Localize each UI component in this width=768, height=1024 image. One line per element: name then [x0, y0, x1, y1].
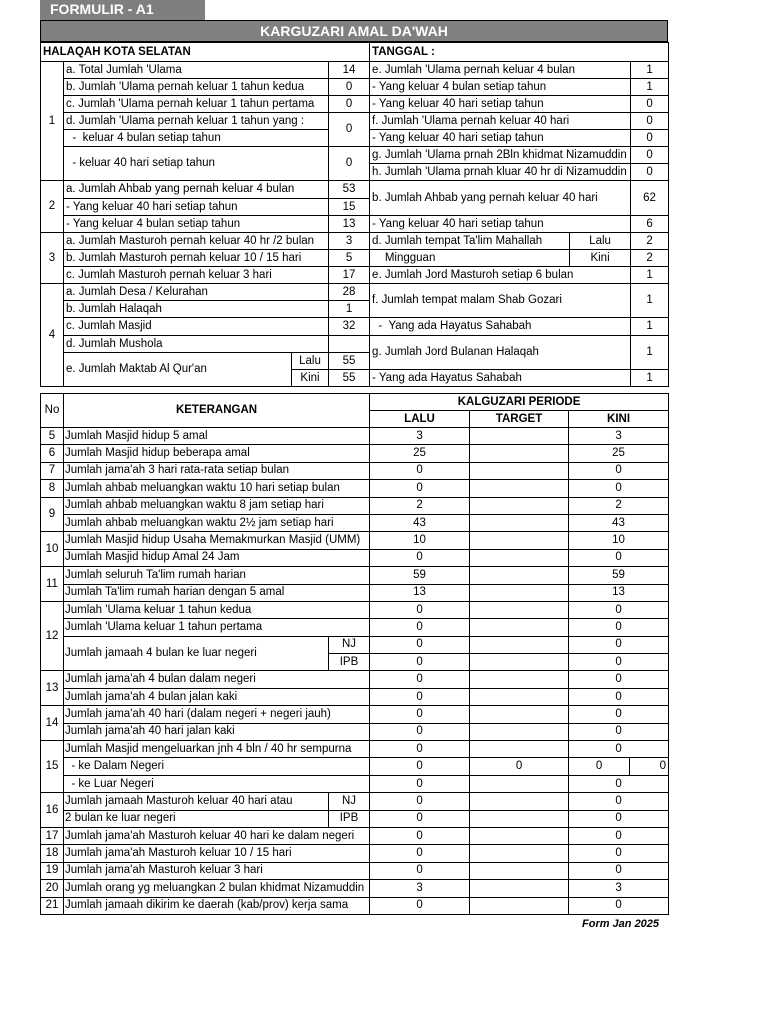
- kini-value: 0: [569, 688, 669, 705]
- target-value: [470, 462, 569, 479]
- row-label: c. Jumlah 'Ulama pernah keluar 1 tahun pertama: [64, 96, 329, 113]
- lalu-value: 0: [370, 793, 470, 810]
- row-no: 10: [41, 532, 64, 567]
- row-label: - Yang keluar 4 bulan setiap tahun: [370, 79, 631, 96]
- row-label: - Yang keluar 40 hari setiap tahun: [370, 216, 631, 233]
- row-keterangan: Jumlah jamaah 4 bulan ke luar negeri: [64, 636, 329, 671]
- row-label: e. Jumlah Maktab Al Qur'an: [64, 353, 292, 387]
- row-value: 0: [631, 147, 669, 164]
- table-row: [41, 758, 669, 775]
- row-label: - Yang keluar 4 bulan setiap tahun: [64, 216, 329, 233]
- table-row: [41, 827, 669, 844]
- row-keterangan: Jumlah orang yg meluangkan 2 bulan khidmat Nizamuddin: [64, 880, 370, 897]
- kini-value: 0: [569, 636, 669, 653]
- row-no: 14: [41, 706, 64, 741]
- row-keterangan: Jumlah jamaah Masturoh keluar 40 hari atau: [64, 793, 329, 810]
- row-value: 2: [631, 250, 669, 267]
- row-value: 53: [329, 181, 370, 199]
- row-keterangan: Jumlah 'Ulama keluar 1 tahun kedua: [64, 601, 370, 618]
- kini-value: 0: [569, 549, 669, 566]
- target-value: [470, 706, 569, 723]
- row-label: - Yang keluar 40 hari setiap tahun: [64, 199, 329, 216]
- target-value: [470, 793, 569, 810]
- target-value: [470, 514, 569, 531]
- row-label: b. Jumlah Halaqah: [64, 301, 329, 318]
- table-row: [41, 688, 669, 705]
- target-value: [470, 428, 569, 445]
- target-value: [470, 567, 569, 584]
- section-no: 2: [41, 181, 64, 233]
- kini-value: 0: [569, 723, 669, 740]
- row-value: 0: [631, 96, 669, 113]
- kini-value: 2: [569, 497, 669, 514]
- row-keterangan: Jumlah jama'ah Masturoh keluar 40 hari ke dalam negeri: [64, 827, 370, 844]
- lalu-value: 0: [370, 619, 470, 636]
- lalu-value: 0: [370, 897, 470, 914]
- row-value: 1: [329, 301, 370, 318]
- row-value: 1: [631, 318, 669, 336]
- row-subtype: NJ: [329, 636, 370, 653]
- target-value: [470, 497, 569, 514]
- table-row: [41, 462, 669, 479]
- tanggal-label: TANGGAL :: [370, 43, 669, 62]
- target-value: [470, 636, 569, 653]
- row-keterangan: Jumlah jama'ah Masturoh keluar 3 hari: [64, 862, 370, 879]
- row-label: g. Jumlah Jord Bulanan Halaqah: [370, 336, 631, 370]
- row-no: 8: [41, 480, 64, 497]
- row-value: 17: [329, 267, 370, 284]
- lalu-value: 0: [370, 480, 470, 497]
- row-label: a. Jumlah Masturoh pernah keluar 40 hr /2 bulan: [64, 233, 329, 250]
- target-value: [470, 775, 569, 792]
- table-row: [41, 897, 669, 914]
- kini-value: 0: [569, 897, 669, 914]
- target-value: [470, 601, 569, 618]
- row-no: 11: [41, 567, 64, 602]
- target-value: [470, 741, 569, 758]
- row-keterangan: 2 bulan ke luar negeri: [64, 810, 329, 827]
- row-no: 18: [41, 845, 64, 862]
- kini-value: 0: [569, 619, 669, 636]
- target-value: [470, 810, 569, 827]
- row-value: 2: [631, 233, 669, 250]
- form-tab: FORMULIR - A1: [40, 0, 205, 20]
- lalu-value: 13: [370, 584, 470, 601]
- row-value: 1: [631, 336, 669, 370]
- row-value: 1: [631, 267, 669, 284]
- target-value: [470, 619, 569, 636]
- row-keterangan: Jumlah Masjid mengeluarkan jnh 4 bln / 40 hr sempurna: [64, 741, 370, 758]
- row-subtype: NJ: [329, 793, 370, 810]
- row-label: c. Jumlah Masjid: [64, 318, 329, 336]
- target-value: [470, 827, 569, 844]
- table-row: [41, 549, 669, 566]
- row-no: 15: [41, 741, 64, 793]
- lalu-value: 2: [370, 497, 470, 514]
- row-label: d. Jumlah 'Ulama pernah keluar 1 tahun yang :: [64, 113, 329, 130]
- table-row: [41, 723, 669, 740]
- row-label: b. Jumlah Masturoh pernah keluar 10 / 15 hari: [64, 250, 329, 267]
- table-row: [41, 810, 669, 827]
- row-keterangan: Jumlah jama'ah 40 hari jalan kaki: [64, 723, 370, 740]
- lalu-value: 0: [370, 723, 470, 740]
- row-keterangan: Jumlah jama'ah 3 hari rata-rata setiap bulan: [64, 462, 370, 479]
- keterangan-header: KETERANGAN: [64, 394, 370, 428]
- kini-label: Kini: [292, 370, 329, 387]
- row-keterangan: Jumlah seluruh Ta'lim rumah harian: [64, 567, 370, 584]
- target-value: [470, 845, 569, 862]
- table-row: [41, 741, 669, 758]
- kini-header: KINI: [569, 411, 669, 428]
- kini-value: 3: [569, 880, 669, 897]
- row-label: g. Jumlah 'Ulama prnah 2Bln khidmat Nizamuddin: [370, 147, 631, 164]
- table-row: [41, 845, 669, 862]
- kini-value: 0: [569, 758, 630, 775]
- table-row: [41, 775, 669, 792]
- kini-value: 0: [569, 741, 669, 758]
- lalu-value: 0: [370, 706, 470, 723]
- row-value: 6: [631, 216, 669, 233]
- row-value: 0: [329, 79, 370, 96]
- lalu-value: 3: [370, 428, 470, 445]
- table-row: [41, 445, 669, 462]
- row-label: f. Jumlah tempat malam Shab Gozari: [370, 284, 631, 318]
- kini-value: 0: [569, 706, 669, 723]
- table-row: [41, 497, 669, 514]
- row-label: - keluar 4 bulan setiap tahun: [64, 130, 329, 147]
- row-value: 0: [329, 147, 370, 181]
- row-value: 15: [329, 199, 370, 216]
- table-row: [41, 671, 669, 688]
- table-row: [41, 793, 669, 810]
- row-value: 13: [329, 216, 370, 233]
- target-value: [470, 445, 569, 462]
- row-keterangan: Jumlah ahbab meluangkan waktu 8 jam setiap hari: [64, 497, 370, 514]
- row-label: f. Jumlah 'Ulama pernah keluar 40 hari: [370, 113, 631, 130]
- row-keterangan: - ke Dalam Negeri: [64, 758, 370, 775]
- lalu-value: 0: [370, 601, 470, 618]
- lalu-value: 0: [370, 671, 470, 688]
- row-subtype: IPB: [329, 654, 370, 671]
- kini-value: 0: [569, 654, 669, 671]
- table-row: [41, 880, 669, 897]
- row-no: 16: [41, 793, 64, 828]
- row-label: e. Jumlah 'Ulama pernah keluar 4 bulan: [370, 62, 631, 79]
- row-keterangan: Jumlah jama'ah 4 bulan dalam negeri: [64, 671, 370, 688]
- kini-value: 3: [569, 428, 669, 445]
- kini-value: 0: [569, 793, 669, 810]
- row-value: 28: [329, 284, 370, 301]
- lalu-value: 0: [370, 810, 470, 827]
- row-keterangan: Jumlah 'Ulama keluar 1 tahun pertama: [64, 619, 370, 636]
- target-value: 0: [470, 758, 569, 775]
- no-header: No: [41, 394, 64, 428]
- row-no: 5: [41, 428, 64, 445]
- row-keterangan: Jumlah jamaah dikirim ke daerah (kab/prov) kerja sama: [64, 897, 370, 914]
- target-value: [470, 480, 569, 497]
- row-value: 1: [631, 79, 669, 96]
- target-value: [470, 880, 569, 897]
- lalu-value: 10: [370, 532, 470, 549]
- section-no: 3: [41, 233, 64, 284]
- kini-label: Kini: [570, 250, 631, 267]
- kini-value: 43: [569, 514, 669, 531]
- row-no: 21: [41, 897, 64, 914]
- row-keterangan: Jumlah jama'ah 40 hari (dalam negeri + negeri jauh): [64, 706, 370, 723]
- row-keterangan: Jumlah jama'ah 4 bulan jalan kaki: [64, 688, 370, 705]
- target-value: [470, 584, 569, 601]
- table-row: [41, 514, 669, 531]
- lalu-label: Lalu: [292, 353, 329, 370]
- row-no: 7: [41, 462, 64, 479]
- row-value: 1: [631, 370, 669, 387]
- halaqah-label: HALAQAH KOTA SELATAN: [41, 43, 370, 62]
- row-keterangan: Jumlah jama'ah Masturoh keluar 10 / 15 hari: [64, 845, 370, 862]
- row-label: - Yang keluar 40 hari setiap tahun: [370, 96, 631, 113]
- target-value: [470, 532, 569, 549]
- row-value: 55: [329, 370, 370, 387]
- kini-value: 25: [569, 445, 669, 462]
- lalu-value: 0: [370, 654, 470, 671]
- row-value: 1: [631, 62, 669, 79]
- lalu-value: 0: [370, 758, 470, 775]
- row-no: 13: [41, 671, 64, 706]
- row-label: - Yang ada Hayatus Sahabah: [370, 370, 631, 387]
- row-no: 12: [41, 601, 64, 671]
- table-row: [41, 706, 669, 723]
- row-value: 3: [329, 233, 370, 250]
- kini-value: 0: [569, 601, 669, 618]
- lalu-value: 0: [370, 827, 470, 844]
- row-label: - Yang keluar 40 hari setiap tahun: [370, 130, 631, 147]
- target-value: [470, 862, 569, 879]
- row-label: a. Jumlah Desa / Kelurahan: [64, 284, 329, 301]
- row-label: a. Total Jumlah 'Ulama: [64, 62, 329, 79]
- target-value: [470, 897, 569, 914]
- periode-header: KALGUZARI PERIODE: [370, 394, 669, 411]
- row-value: 0: [329, 96, 370, 113]
- kini-value: 13: [569, 584, 669, 601]
- row-keterangan: Jumlah Ta'lim rumah harian dengan 5 amal: [64, 584, 370, 601]
- row-value: 55: [329, 353, 370, 370]
- lalu-value: 3: [370, 880, 470, 897]
- table-row: [41, 862, 669, 879]
- row-value: [329, 336, 370, 353]
- row-no: 20: [41, 880, 64, 897]
- kini-value: 0: [569, 862, 669, 879]
- table-row: [41, 428, 669, 445]
- row-label: b. Jumlah 'Ulama pernah keluar 1 tahun kedua: [64, 79, 329, 96]
- target-value: [470, 549, 569, 566]
- row-label: b. Jumlah Ahbab yang pernah keluar 40 hari: [370, 181, 631, 216]
- kini-value: 0: [569, 462, 669, 479]
- row-no: 6: [41, 445, 64, 462]
- table-row: [41, 619, 669, 636]
- lalu-value: 0: [370, 741, 470, 758]
- row-label: - keluar 40 hari setiap tahun: [64, 147, 329, 181]
- lalu-header: LALU: [370, 411, 470, 428]
- row-keterangan: Jumlah Masjid hidup Usaha Memakmurkan Masjid (UMM): [64, 532, 370, 549]
- form-footer: Form Jan 2025: [582, 918, 660, 930]
- row-value: 0: [631, 164, 669, 181]
- target-value: [470, 688, 569, 705]
- row-value: 0: [631, 130, 669, 147]
- row-label: h. Jumlah 'Ulama prnah kluar 40 hr di Nizamuddin: [370, 164, 631, 181]
- lalu-label: Lalu: [570, 233, 631, 250]
- summary-table: [40, 42, 669, 387]
- row-label: d. Jumlah Mushola: [64, 336, 329, 353]
- row-label: a. Jumlah Ahbab yang pernah keluar 4 bulan: [64, 181, 329, 199]
- kini-value: 0: [569, 810, 669, 827]
- row-no: 17: [41, 827, 64, 844]
- kini-value: 0: [569, 480, 669, 497]
- row-value: 62: [631, 181, 669, 216]
- lalu-value: 0: [370, 845, 470, 862]
- lalu-value: 25: [370, 445, 470, 462]
- lalu-value: 0: [370, 775, 470, 792]
- lalu-value: 43: [370, 514, 470, 531]
- section-no: 1: [41, 62, 64, 181]
- lalu-value: 0: [370, 549, 470, 566]
- row-value: 0: [631, 113, 669, 130]
- kalguzari-table: [40, 393, 669, 915]
- form-title: KARGUZARI AMAL DA'WAH: [40, 20, 668, 42]
- table-row: [41, 480, 669, 497]
- kini-value: 0: [569, 775, 669, 792]
- row-value: 5: [329, 250, 370, 267]
- kini-value: 0: [569, 845, 669, 862]
- extra-value: 0: [630, 758, 669, 775]
- row-keterangan: Jumlah ahbab meluangkan waktu 10 hari setiap bulan: [64, 480, 370, 497]
- row-label: e. Jumlah Jord Masturoh setiap 6 bulan: [370, 267, 631, 284]
- lalu-value: 0: [370, 462, 470, 479]
- table-row: [41, 567, 669, 584]
- row-label: - Yang ada Hayatus Sahabah: [370, 318, 631, 336]
- lalu-value: 0: [370, 636, 470, 653]
- row-keterangan: Jumlah Masjid hidup beberapa amal: [64, 445, 370, 462]
- lalu-value: 59: [370, 567, 470, 584]
- target-header: TARGET: [470, 411, 569, 428]
- row-keterangan: Jumlah Masjid hidup Amal 24 Jam: [64, 549, 370, 566]
- row-label: c. Jumlah Masturoh pernah keluar 3 hari: [64, 267, 329, 284]
- row-subtype: IPB: [329, 810, 370, 827]
- row-keterangan: Jumlah ahbab meluangkan waktu 2½ jam setiap hari: [64, 514, 370, 531]
- kini-value: 0: [569, 827, 669, 844]
- row-value: 14: [329, 62, 370, 79]
- table-row: [41, 584, 669, 601]
- row-value: 32: [329, 318, 370, 336]
- target-value: [470, 671, 569, 688]
- row-label: d. Jumlah tempat Ta'lim Mahallah: [370, 233, 570, 250]
- table-row: [41, 532, 669, 549]
- row-no: 19: [41, 862, 64, 879]
- lalu-value: 0: [370, 862, 470, 879]
- section-no: 4: [41, 284, 64, 387]
- row-keterangan: Jumlah Masjid hidup 5 amal: [64, 428, 370, 445]
- target-value: [470, 723, 569, 740]
- kini-value: 59: [569, 567, 669, 584]
- row-value: 0: [329, 113, 370, 147]
- target-value: [470, 654, 569, 671]
- kini-value: 10: [569, 532, 669, 549]
- row-keterangan: - ke Luar Negeri: [64, 775, 370, 792]
- table-row: [41, 636, 669, 653]
- lalu-value: 0: [370, 688, 470, 705]
- row-no: 9: [41, 497, 64, 532]
- table-row: [41, 601, 669, 618]
- row-label: Mingguan: [370, 250, 570, 267]
- row-value: 1: [631, 284, 669, 318]
- kini-value: 0: [569, 671, 669, 688]
